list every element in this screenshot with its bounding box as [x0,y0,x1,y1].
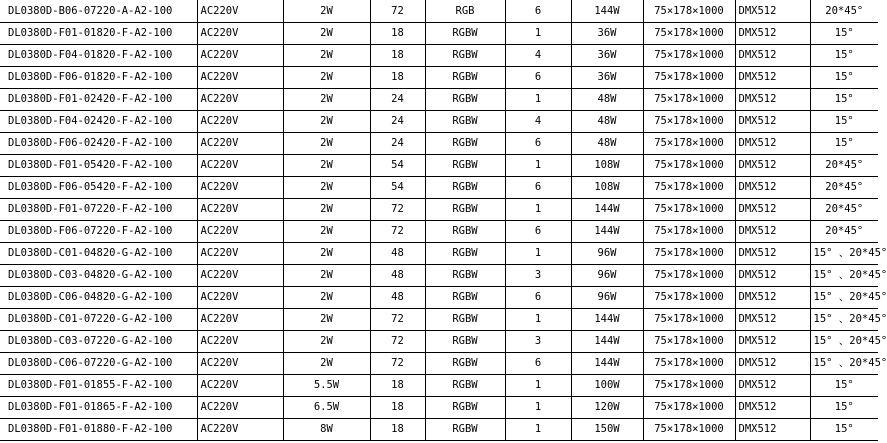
cell-input-voltage: AC220V [197,331,283,353]
cell-total-power: 144W [571,309,643,331]
cell-model-code: DL0380D-C01-04820-G-A2-100 [0,243,197,265]
cell-control-protocol: DMX512 [735,287,810,309]
cell-total-power: 96W [571,287,643,309]
table-row [0,155,878,177]
cell-model-code: DL0380D-F04-02420-F-A2-100 [0,111,197,133]
cell-dimensions: 75×178×1000 [643,111,735,133]
table-row [0,67,878,89]
cell-led-count: 18 [370,375,425,397]
cell-dimensions: 75×178×1000 [643,177,735,199]
cell-dimensions: 75×178×1000 [643,419,735,441]
cell-segments: 1 [505,89,571,111]
cell-control-protocol: DMX512 [735,45,810,67]
cell-dimensions: 75×178×1000 [643,397,735,419]
cell-control-protocol: DMX512 [735,265,810,287]
cell-input-voltage: AC220V [197,177,283,199]
cell-beam-angle: 15° [810,23,878,45]
cell-led-power: 2W [283,265,370,287]
cell-beam-angle: 15° 、20*45° [810,331,878,353]
table-row [0,243,878,265]
cell-segments: 6 [505,177,571,199]
cell-color-type: RGBW [425,287,505,309]
cell-model-code: DL0380D-F01-07220-F-A2-100 [0,199,197,221]
table-row [0,0,878,23]
cell-led-power: 2W [283,67,370,89]
cell-input-voltage: AC220V [197,287,283,309]
cell-dimensions: 75×178×1000 [643,221,735,243]
cell-control-protocol: DMX512 [735,397,810,419]
cell-total-power: 48W [571,111,643,133]
cell-color-type: RGBW [425,397,505,419]
cell-color-type: RGBW [425,133,505,155]
table-row [0,89,878,111]
cell-color-type: RGBW [425,221,505,243]
cell-input-voltage: AC220V [197,243,283,265]
cell-led-count: 72 [370,0,425,23]
cell-led-power: 2W [283,287,370,309]
table-row [0,353,878,375]
cell-input-voltage: AC220V [197,23,283,45]
cell-segments: 1 [505,309,571,331]
cell-model-code: DL0380D-F01-01820-F-A2-100 [0,23,197,45]
cell-segments: 1 [505,375,571,397]
cell-model-code: DL0380D-F06-02420-F-A2-100 [0,133,197,155]
cell-led-power: 2W [283,155,370,177]
cell-total-power: 48W [571,133,643,155]
cell-led-count: 72 [370,199,425,221]
cell-segments: 6 [505,353,571,375]
cell-dimensions: 75×178×1000 [643,375,735,397]
cell-model-code: DL0380D-F04-01820-F-A2-100 [0,45,197,67]
cell-segments: 3 [505,265,571,287]
cell-control-protocol: DMX512 [735,221,810,243]
cell-led-power: 2W [283,221,370,243]
cell-segments: 1 [505,397,571,419]
cell-segments: 1 [505,23,571,45]
cell-control-protocol: DMX512 [735,177,810,199]
cell-total-power: 108W [571,177,643,199]
cell-color-type: RGB [425,0,505,23]
table-row [0,265,878,287]
cell-total-power: 96W [571,243,643,265]
cell-color-type: RGBW [425,309,505,331]
cell-segments: 1 [505,419,571,441]
cell-input-voltage: AC220V [197,375,283,397]
cell-beam-angle: 15° [810,133,878,155]
cell-beam-angle: 15° [810,397,878,419]
cell-led-count: 18 [370,67,425,89]
cell-model-code: DL0380D-C06-04820-G-A2-100 [0,287,197,309]
cell-led-count: 48 [370,287,425,309]
cell-total-power: 144W [571,353,643,375]
cell-led-power: 2W [283,111,370,133]
cell-input-voltage: AC220V [197,419,283,441]
cell-beam-angle: 15° [810,375,878,397]
cell-led-power: 2W [283,133,370,155]
cell-dimensions: 75×178×1000 [643,331,735,353]
cell-control-protocol: DMX512 [735,331,810,353]
cell-segments: 6 [505,133,571,155]
cell-input-voltage: AC220V [197,111,283,133]
cell-model-code: DL0380D-F06-05420-F-A2-100 [0,177,197,199]
cell-control-protocol: DMX512 [735,111,810,133]
cell-segments: 4 [505,111,571,133]
cell-input-voltage: AC220V [197,89,283,111]
cell-led-count: 18 [370,419,425,441]
table-row [0,23,878,45]
cell-led-power: 6.5W [283,397,370,419]
cell-led-count: 24 [370,89,425,111]
table-row [0,221,878,243]
cell-total-power: 150W [571,419,643,441]
cell-beam-angle: 20*45° [810,177,878,199]
cell-color-type: RGBW [425,111,505,133]
cell-total-power: 96W [571,265,643,287]
cell-color-type: RGBW [425,331,505,353]
cell-beam-angle: 15° 、20*45° [810,287,878,309]
cell-led-count: 72 [370,331,425,353]
cell-led-count: 18 [370,23,425,45]
cell-model-code: DL0380D-F06-01820-F-A2-100 [0,67,197,89]
cell-model-code: DL0380D-F01-01880-F-A2-100 [0,419,197,441]
table-row [0,309,878,331]
table-row [0,177,878,199]
cell-beam-angle: 15° [810,67,878,89]
cell-color-type: RGBW [425,89,505,111]
cell-control-protocol: DMX512 [735,353,810,375]
cell-beam-angle: 20*45° [810,199,878,221]
cell-total-power: 36W [571,23,643,45]
cell-led-power: 8W [283,419,370,441]
cell-model-code: DL0380D-C03-04820-G-A2-100 [0,265,197,287]
cell-color-type: RGBW [425,419,505,441]
cell-color-type: RGBW [425,177,505,199]
table-row [0,287,878,309]
cell-dimensions: 75×178×1000 [643,155,735,177]
cell-led-count: 72 [370,309,425,331]
cell-led-power: 2W [283,309,370,331]
cell-led-count: 24 [370,111,425,133]
cell-dimensions: 75×178×1000 [643,45,735,67]
cell-beam-angle: 15° 、20*45° [810,265,878,287]
cell-color-type: RGBW [425,23,505,45]
cell-led-power: 2W [283,45,370,67]
cell-segments: 6 [505,67,571,89]
table-row [0,133,878,155]
cell-model-code: DL0380D-F01-01855-F-A2-100 [0,375,197,397]
cell-beam-angle: 15° [810,89,878,111]
cell-control-protocol: DMX512 [735,243,810,265]
cell-led-count: 48 [370,243,425,265]
cell-input-voltage: AC220V [197,0,283,23]
cell-led-power: 2W [283,199,370,221]
cell-control-protocol: DMX512 [735,0,810,23]
cell-led-power: 5.5W [283,375,370,397]
cell-input-voltage: AC220V [197,133,283,155]
cell-led-count: 24 [370,133,425,155]
cell-input-voltage: AC220V [197,353,283,375]
cell-model-code: DL0380D-F01-01865-F-A2-100 [0,397,197,419]
cell-control-protocol: DMX512 [735,89,810,111]
cell-input-voltage: AC220V [197,309,283,331]
cell-dimensions: 75×178×1000 [643,353,735,375]
cell-beam-angle: 15° 、20*45° [810,243,878,265]
cell-led-count: 18 [370,45,425,67]
cell-led-power: 2W [283,23,370,45]
cell-color-type: RGBW [425,155,505,177]
cell-segments: 3 [505,331,571,353]
cell-control-protocol: DMX512 [735,199,810,221]
cell-model-code: DL0380D-C03-07220-G-A2-100 [0,331,197,353]
table-row [0,419,878,441]
cell-dimensions: 75×178×1000 [643,133,735,155]
cell-beam-angle: 15° [810,45,878,67]
cell-led-count: 72 [370,353,425,375]
cell-color-type: RGBW [425,375,505,397]
cell-color-type: RGBW [425,265,505,287]
cell-segments: 1 [505,199,571,221]
cell-total-power: 100W [571,375,643,397]
cell-segments: 6 [505,0,571,23]
cell-input-voltage: AC220V [197,45,283,67]
cell-beam-angle: 15° 、20*45° [810,353,878,375]
cell-segments: 6 [505,287,571,309]
cell-dimensions: 75×178×1000 [643,23,735,45]
cell-model-code: DL0380D-F01-05420-F-A2-100 [0,155,197,177]
cell-dimensions: 75×178×1000 [643,309,735,331]
table-row [0,331,878,353]
cell-led-power: 2W [283,177,370,199]
cell-control-protocol: DMX512 [735,23,810,45]
cell-beam-angle: 15° 、20*45° [810,309,878,331]
cell-color-type: RGBW [425,67,505,89]
cell-segments: 1 [505,243,571,265]
cell-total-power: 144W [571,199,643,221]
cell-total-power: 144W [571,221,643,243]
cell-led-power: 2W [283,243,370,265]
cell-led-count: 72 [370,221,425,243]
cell-beam-angle: 20*45° [810,221,878,243]
table-row [0,397,878,419]
cell-model-code: DL0380D-C01-07220-G-A2-100 [0,309,197,331]
cell-led-count: 18 [370,397,425,419]
cell-model-code: DL0380D-F06-07220-F-A2-100 [0,221,197,243]
cell-total-power: 36W [571,67,643,89]
cell-dimensions: 75×178×1000 [643,199,735,221]
cell-total-power: 120W [571,397,643,419]
table-row [0,375,878,397]
cell-model-code: DL0380D-B06-07220-A-A2-100 [0,0,197,23]
cell-segments: 4 [505,45,571,67]
cell-total-power: 144W [571,0,643,23]
table-row [0,45,878,67]
cell-control-protocol: DMX512 [735,133,810,155]
cell-total-power: 144W [571,331,643,353]
cell-input-voltage: AC220V [197,265,283,287]
cell-total-power: 48W [571,89,643,111]
cell-color-type: RGBW [425,45,505,67]
cell-beam-angle: 20*45° [810,155,878,177]
cell-led-power: 2W [283,89,370,111]
cell-color-type: RGBW [425,353,505,375]
cell-segments: 6 [505,221,571,243]
cell-dimensions: 75×178×1000 [643,0,735,23]
cell-input-voltage: AC220V [197,397,283,419]
cell-dimensions: 75×178×1000 [643,89,735,111]
cell-led-count: 54 [370,155,425,177]
cell-model-code: DL0380D-C06-07220-G-A2-100 [0,353,197,375]
cell-dimensions: 75×178×1000 [643,67,735,89]
table-row [0,199,878,221]
cell-control-protocol: DMX512 [735,155,810,177]
cell-model-code: DL0380D-F01-02420-F-A2-100 [0,89,197,111]
cell-total-power: 108W [571,155,643,177]
cell-control-protocol: DMX512 [735,419,810,441]
table-row [0,111,878,133]
cell-led-power: 2W [283,331,370,353]
cell-input-voltage: AC220V [197,67,283,89]
cell-control-protocol: DMX512 [735,375,810,397]
cell-dimensions: 75×178×1000 [643,287,735,309]
cell-beam-angle: 15° [810,419,878,441]
cell-beam-angle: 15° [810,111,878,133]
cell-color-type: RGBW [425,243,505,265]
cell-led-count: 54 [370,177,425,199]
cell-color-type: RGBW [425,199,505,221]
cell-control-protocol: DMX512 [735,67,810,89]
cell-total-power: 36W [571,45,643,67]
cell-segments: 1 [505,155,571,177]
cell-dimensions: 75×178×1000 [643,265,735,287]
cell-input-voltage: AC220V [197,199,283,221]
cell-input-voltage: AC220V [197,155,283,177]
cell-beam-angle: 20*45° [810,0,878,23]
cell-control-protocol: DMX512 [735,309,810,331]
cell-led-power: 2W [283,0,370,23]
cell-dimensions: 75×178×1000 [643,243,735,265]
cell-led-power: 2W [283,353,370,375]
cell-input-voltage: AC220V [197,221,283,243]
cell-led-count: 48 [370,265,425,287]
